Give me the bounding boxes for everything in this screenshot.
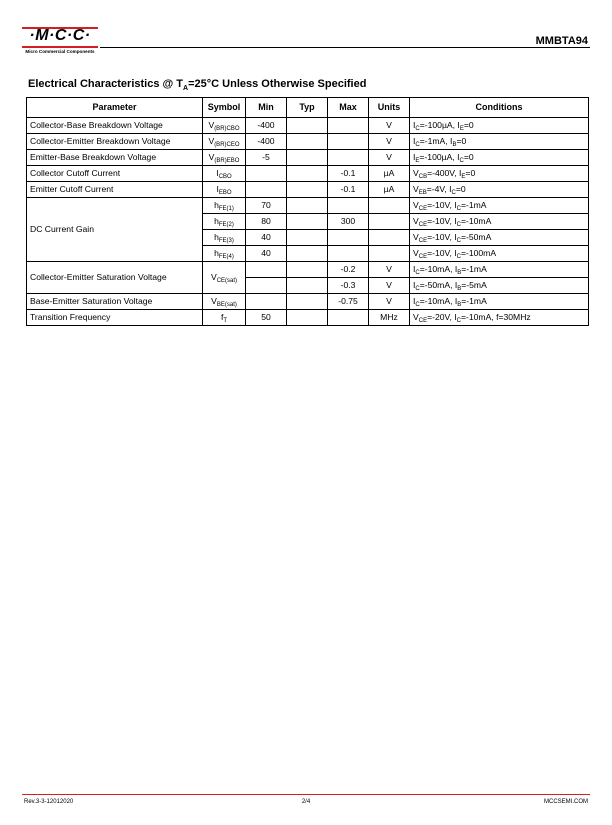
conditions-cell	[410, 166, 589, 182]
units-cell: V	[369, 118, 410, 134]
typ-cell	[287, 118, 328, 134]
condition-text: I	[413, 152, 416, 162]
condition-text: V	[413, 248, 419, 258]
units-cell: µA	[369, 182, 410, 198]
condition-text: =-100µA, I	[419, 120, 460, 130]
typ-cell	[287, 310, 328, 326]
condition-text: I	[413, 280, 416, 290]
table-row	[27, 134, 589, 150]
condition-text: =-10V, I	[427, 216, 457, 226]
units-cell: V	[369, 134, 410, 150]
symbol-cell	[203, 134, 246, 150]
parameter-cell: Base-Emitter Saturation Voltage	[27, 294, 203, 310]
symbol-subscript: T	[223, 318, 228, 324]
min-cell: 70	[246, 198, 287, 214]
parameter-cell: DC Current Gain	[27, 198, 203, 262]
symbol-text: h	[214, 232, 219, 242]
column-header: Conditions	[410, 98, 589, 118]
section-title	[28, 78, 366, 92]
table-row	[27, 166, 589, 182]
footer-revision: Rev.3-3-12012020	[24, 799, 74, 805]
typ-cell	[287, 134, 328, 150]
column-header: Units	[369, 98, 410, 118]
condition-text: I	[413, 120, 416, 130]
condition-text: =-1mA	[461, 296, 487, 306]
condition-text: =-5mA	[461, 280, 487, 290]
min-cell: 40	[246, 230, 287, 246]
condition-text: =-20V, I	[427, 312, 457, 322]
condition-subscript: CE	[418, 206, 428, 212]
conditions-cell	[410, 198, 589, 214]
conditions-cell	[410, 246, 589, 262]
parameter-cell: Collector Cutoff Current	[27, 166, 203, 182]
table-row	[27, 118, 589, 134]
condition-text: =0	[463, 120, 474, 130]
condition-text: =0	[463, 152, 474, 162]
parameter-cell: Collector-Emitter Breakdown Voltage	[27, 134, 203, 150]
section-title-prefix: Electrical Characteristics @ T	[28, 78, 184, 90]
max-cell: 300	[328, 214, 369, 230]
min-cell	[246, 166, 287, 182]
condition-text: V	[413, 232, 419, 242]
header-rule	[100, 47, 590, 48]
min-cell: -400	[246, 134, 287, 150]
condition-text: =0	[455, 184, 466, 194]
condition-subscript: EB	[418, 190, 427, 196]
condition-subscript: C	[459, 158, 464, 164]
condition-text: I	[413, 136, 416, 146]
condition-text: =-50mA, I	[419, 280, 458, 290]
conditions-cell	[410, 230, 589, 246]
condition-subscript: C	[451, 190, 456, 196]
footer-rule	[22, 794, 590, 795]
symbol-cell	[203, 262, 246, 294]
conditions-cell	[410, 294, 589, 310]
min-cell: -400	[246, 118, 287, 134]
conditions-cell	[410, 134, 589, 150]
min-cell: 50	[246, 310, 287, 326]
units-cell: V	[369, 278, 410, 294]
symbol-subscript: CBO	[218, 174, 232, 180]
symbol-text: V	[208, 136, 215, 146]
min-cell	[246, 262, 287, 278]
condition-text: I	[413, 296, 416, 306]
min-cell: 80	[246, 214, 287, 230]
symbol-text: h	[214, 200, 219, 210]
units-cell	[369, 214, 410, 230]
max-cell: -0.1	[328, 166, 369, 182]
condition-subscript: CE	[418, 222, 428, 228]
footer-website: MCCSEMI.COM	[544, 799, 588, 805]
condition-text: =-10V, I	[427, 232, 457, 242]
condition-subscript: CE	[418, 254, 428, 260]
typ-cell	[287, 246, 328, 262]
typ-cell	[287, 182, 328, 198]
symbol-text: V	[208, 152, 215, 162]
max-cell	[328, 310, 369, 326]
symbol-cell	[203, 246, 246, 262]
symbol-subscript: FE(2)	[218, 222, 234, 228]
column-header: Symbol	[203, 98, 246, 118]
typ-cell	[287, 294, 328, 310]
parameter-cell: Emitter-Base Breakdown Voltage	[27, 150, 203, 166]
units-cell	[369, 246, 410, 262]
conditions-cell	[410, 118, 589, 134]
symbol-cell	[203, 118, 246, 134]
condition-text: V	[413, 200, 419, 210]
table-row	[27, 150, 589, 166]
symbol-text: V	[210, 272, 217, 282]
condition-text: V	[413, 312, 419, 322]
condition-text: V	[413, 216, 419, 226]
min-cell: -5	[246, 150, 287, 166]
condition-text: =-1mA	[461, 264, 487, 274]
table-row	[27, 310, 589, 326]
table-row	[27, 198, 589, 214]
parameter-cell: Emitter Cutoff Current	[27, 182, 203, 198]
condition-subscript: C	[415, 142, 420, 148]
conditions-cell	[410, 214, 589, 230]
conditions-cell	[410, 262, 589, 278]
condition-subscript: B	[457, 286, 462, 292]
table-row	[27, 182, 589, 198]
condition-text: =-400V, I	[427, 168, 462, 178]
units-cell: MHz	[369, 310, 410, 326]
table-header-row	[27, 98, 589, 118]
max-cell: -0.1	[328, 182, 369, 198]
parameter-cell: Collector-Emitter Saturation Voltage	[27, 262, 203, 294]
units-cell: µA	[369, 166, 410, 182]
condition-text: =-100µA, I	[419, 152, 460, 162]
condition-text: =-50mA	[460, 232, 492, 242]
condition-subscript: C	[456, 222, 461, 228]
max-cell	[328, 134, 369, 150]
parameter-cell: Collector-Base Breakdown Voltage	[27, 118, 203, 134]
symbol-cell	[203, 230, 246, 246]
condition-subscript: C	[456, 206, 461, 212]
typ-cell	[287, 230, 328, 246]
max-cell: -0.3	[328, 278, 369, 294]
condition-subscript: C	[456, 238, 461, 244]
units-cell: V	[369, 150, 410, 166]
column-header: Max	[328, 98, 369, 118]
condition-subscript: C	[415, 270, 420, 276]
part-number: MMBTA94	[535, 35, 588, 47]
table-row	[27, 262, 589, 278]
condition-text: =-10V, I	[427, 248, 457, 258]
column-header: Typ	[287, 98, 328, 118]
symbol-cell	[203, 310, 246, 326]
condition-subscript: E	[461, 174, 466, 180]
units-cell: V	[369, 262, 410, 278]
symbol-cell	[203, 294, 246, 310]
logo-letters: ·M·C·C·	[29, 27, 91, 44]
typ-cell	[287, 166, 328, 182]
condition-text: =-10mA, f=30MHz	[460, 312, 531, 322]
units-cell: V	[369, 294, 410, 310]
condition-subscript: C	[415, 126, 420, 132]
condition-subscript: C	[415, 302, 420, 308]
max-cell	[328, 246, 369, 262]
typ-cell	[287, 150, 328, 166]
symbol-text: V	[208, 120, 215, 130]
symbol-subscript: FE(3)	[218, 238, 234, 244]
footer-page-number: 2/4	[301, 799, 311, 805]
condition-subscript: CE	[418, 318, 428, 324]
condition-subscript: B	[457, 270, 462, 276]
condition-subscript: E	[415, 158, 420, 164]
symbol-subscript: (BR)CEO	[214, 142, 240, 148]
symbol-cell	[203, 198, 246, 214]
symbol-subscript: (BR)CBO	[214, 126, 240, 132]
typ-cell	[287, 262, 328, 278]
max-cell	[328, 150, 369, 166]
symbol-text: I	[216, 168, 219, 178]
conditions-cell	[410, 278, 589, 294]
parameter-cell: Transition Frequency	[27, 310, 203, 326]
symbol-text: V	[211, 296, 217, 306]
conditions-cell	[410, 310, 589, 326]
typ-cell	[287, 214, 328, 230]
symbol-cell	[203, 166, 246, 182]
units-cell	[369, 198, 410, 214]
condition-subscript: C	[415, 286, 420, 292]
symbol-subscript: BE(sat)	[216, 302, 237, 308]
condition-subscript: CE	[418, 238, 428, 244]
table-body	[27, 118, 589, 326]
logo-subtitle: Micro Commercial Components	[25, 49, 95, 54]
max-cell	[328, 198, 369, 214]
min-cell	[246, 182, 287, 198]
symbol-cell	[203, 150, 246, 166]
max-cell: -0.75	[328, 294, 369, 310]
section-title-sub: A	[183, 85, 189, 93]
condition-text: =-1mA	[460, 200, 487, 210]
condition-subscript: CB	[418, 174, 428, 180]
condition-text: =-10mA	[460, 216, 492, 226]
conditions-cell	[410, 182, 589, 198]
symbol-text: f	[220, 312, 224, 322]
condition-text: =-10mA, I	[419, 264, 458, 274]
condition-text: I	[413, 264, 416, 274]
condition-subscript: C	[456, 318, 461, 324]
symbol-subscript: FE(1)	[218, 206, 234, 212]
symbol-subscript: EBO	[218, 190, 232, 196]
condition-text: V	[413, 168, 419, 178]
min-cell	[246, 294, 287, 310]
typ-cell	[287, 198, 328, 214]
symbol-text: I	[216, 184, 219, 194]
min-cell: 40	[246, 246, 287, 262]
condition-text: =-10V, I	[427, 200, 457, 210]
condition-text: =0	[465, 168, 476, 178]
symbol-cell	[203, 182, 246, 198]
max-cell	[328, 230, 369, 246]
column-header: Parameter	[27, 98, 203, 118]
condition-subscript: B	[457, 302, 462, 308]
symbol-text: h	[214, 248, 219, 258]
max-cell: -0.2	[328, 262, 369, 278]
symbol-subscript: CE(sat)	[216, 278, 238, 284]
symbol-cell	[203, 214, 246, 230]
condition-text: =-100mA	[460, 248, 497, 258]
symbol-subscript: (BR)EBO	[214, 158, 240, 164]
condition-text: =-4V, I	[426, 184, 452, 194]
table-row	[27, 294, 589, 310]
condition-text: =0	[456, 136, 467, 146]
mcc-logo	[22, 27, 98, 55]
condition-text: V	[413, 184, 419, 194]
condition-text: =-1mA, I	[419, 136, 453, 146]
condition-subscript: C	[456, 254, 461, 260]
symbol-text: h	[214, 216, 219, 226]
typ-cell	[287, 278, 328, 294]
condition-subscript: B	[452, 142, 457, 148]
conditions-cell	[410, 150, 589, 166]
max-cell	[328, 118, 369, 134]
electrical-characteristics-table	[26, 97, 589, 326]
symbol-subscript: FE(4)	[218, 254, 234, 260]
section-title-suffix: =25°C Unless Otherwise Specified	[188, 78, 367, 90]
column-header: Min	[246, 98, 287, 118]
condition-subscript: E	[459, 126, 464, 132]
units-cell	[369, 230, 410, 246]
condition-text: =-10mA, I	[419, 296, 458, 306]
min-cell	[246, 278, 287, 294]
